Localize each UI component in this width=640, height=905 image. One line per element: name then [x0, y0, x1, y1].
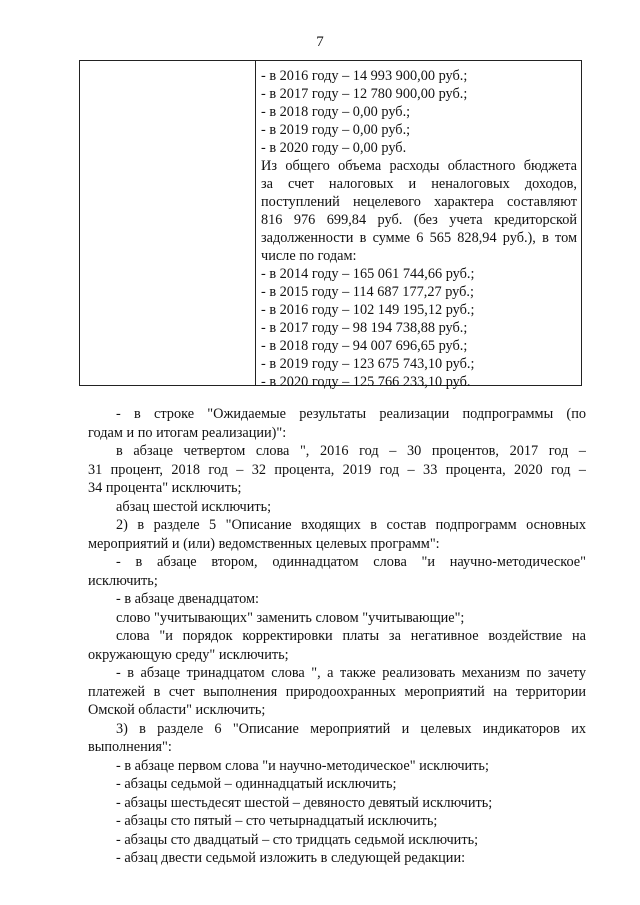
- body-line: - в абзаце двенадцатом:: [116, 591, 259, 607]
- body-line: мероприятий и (или) ведомственных целевых программ":: [88, 535, 440, 552]
- table-cell-line: - в 2020 году – 125 766 233,10 руб.: [261, 374, 471, 390]
- body-line: 31 процент, 2018 год – 32 процента, 2019 год – 33 процента, 2020 год –: [88, 461, 586, 478]
- body-line: платежей в счет выполнения природоохранных мероприятий на территории: [88, 683, 586, 700]
- table-cell-line: поступлений нецелевого характера составляют: [261, 194, 577, 210]
- table-cell-line: - в 2019 году – 0,00 руб.;: [261, 122, 411, 138]
- table-cell-line: - в 2017 году – 98 194 738,88 руб.;: [261, 320, 468, 336]
- table-cell-line: - в 2019 году – 123 675 743,10 руб.;: [261, 356, 475, 372]
- body-line: годам и по итогам реализации)":: [88, 424, 287, 441]
- body-line: - абзацы шестьдесят шестой – девяносто девятый исключить;: [116, 794, 493, 811]
- table-right-cell: [261, 67, 577, 391]
- body-line: - абзацы сто двадцатый – сто тридцать седьмой исключить;: [116, 831, 479, 848]
- body-line: - в абзаце первом слова "и научно-методическое" исключить;: [116, 757, 489, 774]
- funding-table: [79, 60, 582, 390]
- body-line: в абзаце четвертом слова ", 2016 год – 30 процентов, 2017 год –: [116, 443, 586, 459]
- body-line: слова "и порядок корректировки платы за негативное воздействие на: [116, 628, 586, 644]
- body-line: 34 процента" исключить;: [88, 480, 242, 496]
- body-line: Омской области" исключить;: [88, 702, 266, 718]
- body-line: - абзац двести седьмой изложить в следующей редакции:: [116, 850, 466, 866]
- body-line: 2) в разделе 5 "Описание входящих в состав подпрограмм основных: [116, 517, 586, 533]
- body-line: выполнения":: [88, 739, 172, 755]
- table-cell-line: - в 2016 году – 14 993 900,00 руб.;: [261, 68, 468, 84]
- body-line: абзац шестой исключить;: [116, 498, 272, 515]
- table-cell-line: за счет налоговых и неналоговых доходов,: [261, 176, 577, 192]
- body-line: 3) в разделе 6 "Описание мероприятий и целевых индикаторов их: [116, 720, 586, 737]
- table-cell-line: числе по годам:: [261, 248, 357, 264]
- table-cell-line: - в 2016 году – 102 149 195,12 руб.;: [261, 302, 475, 318]
- table-cell-line: - в 2014 году – 165 061 744,66 руб.;: [261, 266, 475, 282]
- body-line: - абзацы седьмой – одиннадцатый исключить;: [116, 776, 397, 792]
- body-line: - в абзаце втором, одиннадцатом слова "и научно-методическое": [116, 554, 586, 570]
- table-cell-line: Из общего объема расходы областного бюджета: [261, 158, 577, 174]
- body-line: слово "учитывающих" заменить словом "учитывающие";: [116, 609, 465, 626]
- page-number: 7: [316, 34, 324, 50]
- body-line: - абзацы сто пятый – сто четырнадцатый исключить;: [116, 813, 438, 829]
- body-line: исключить;: [88, 572, 158, 589]
- document-body: [88, 405, 586, 868]
- table-column-divider: [255, 61, 256, 385]
- table-cell-line: задолженности в сумме 6 565 828,94 руб.), в том: [261, 230, 577, 246]
- table-cell-line: - в 2018 году – 0,00 руб.;: [261, 104, 411, 120]
- table-cell-line: - в 2018 году – 94 007 696,65 руб.;: [261, 338, 468, 354]
- body-line: окружающую среду" исключить;: [88, 646, 289, 663]
- table-cell-line: - в 2015 году – 114 687 177,27 руб.;: [261, 284, 474, 300]
- table-cell-line: - в 2017 году – 12 780 900,00 руб.;: [261, 86, 468, 102]
- table-cell-line: - в 2020 году – 0,00 руб.: [261, 140, 407, 156]
- body-line: - в строке "Ожидаемые результаты реализации подпрограммы (по: [116, 406, 586, 422]
- table-cell-line: 816 976 699,84 руб. (без учета кредиторской: [261, 212, 577, 228]
- body-line: - в абзаце тринадцатом слова ", а также реализовать механизм по зачету: [116, 665, 586, 681]
